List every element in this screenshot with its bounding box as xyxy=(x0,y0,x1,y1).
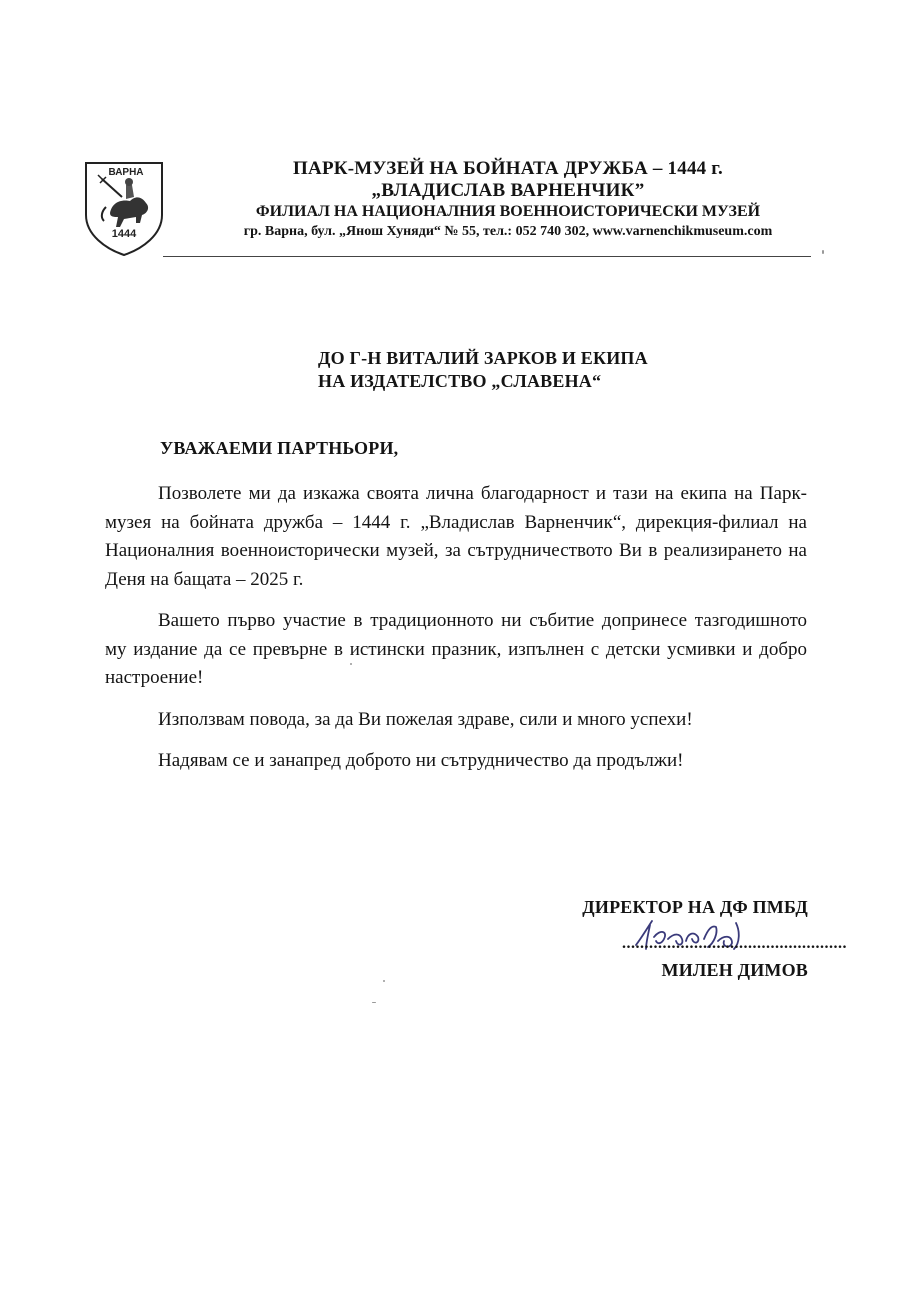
knight-shield-icon xyxy=(80,157,168,257)
signature-line: .................................................. xyxy=(622,935,847,952)
letter-body xyxy=(105,480,807,789)
scan-speck xyxy=(350,663,352,665)
addressee xyxy=(318,347,648,393)
scan-speck xyxy=(822,250,824,254)
logo-bottom-text: 1444 xyxy=(111,228,137,240)
logo-top-text: ВАРНА xyxy=(108,167,144,178)
greeting: УВАЖАЕМИ ПАРТНЬОРИ, xyxy=(160,438,399,458)
museum-branch: ФИЛИАЛ НА НАЦИОНАЛНИЯ ВОЕННОИСТОРИЧЕСКИ МУЗЕЙ xyxy=(255,203,761,220)
museum-name: ПАРК-МУЗЕЙ НА БОЙНАТА ДРУЖБА – 1444 г. xyxy=(293,158,723,179)
museum-subtitle: „ВЛАДИСЛАВ ВАРНЕНЧИК” xyxy=(371,180,645,201)
scan-speck xyxy=(372,1002,376,1003)
letterhead xyxy=(170,158,846,241)
paragraph-3: Използвам повода, за да Ви пожелая здраве, сили и много успехи! xyxy=(158,708,693,730)
paragraph-1: Позволете ми да изкажа своята лична благодарност и тази на екипа на Парк-музея на бойната дружба – 1444 г. „Владислав Варненчик“, дирекция-филиал на Националния военноисторически музей, за сътрудничеството Ви в реализирането на Деня на бащата – 2025 г. xyxy=(105,483,807,590)
scan-speck xyxy=(383,980,385,982)
header-divider xyxy=(163,256,811,257)
signer-name: МИЛЕН ДИМОВ xyxy=(661,960,808,980)
addressee-line-1: ДО Г-Н ВИТАЛИЙ ЗАРКОВ И ЕКИПА xyxy=(318,348,648,368)
museum-contact: гр. Варна, бул. „Янош Хуняди“ № 55, тел.: 052 740 302, www.varnenchikmuseum.com xyxy=(243,224,773,239)
signer-title: ДИРЕКТОР НА ДФ ПМБД xyxy=(582,897,808,917)
paragraph-4: Надявам се и занапред доброто ни сътрудничество да продължи! xyxy=(158,750,684,771)
addressee-line-2: НА ИЗДАТЕЛСТВО „СЛАВЕНА“ xyxy=(318,371,602,391)
paragraph-2: Вашето първо участие в традиционното ни събитие допринесе тазгодишното му издание да се превърне в истински празник, изпълнен с детски усмивки и добро настроение! xyxy=(105,610,807,688)
